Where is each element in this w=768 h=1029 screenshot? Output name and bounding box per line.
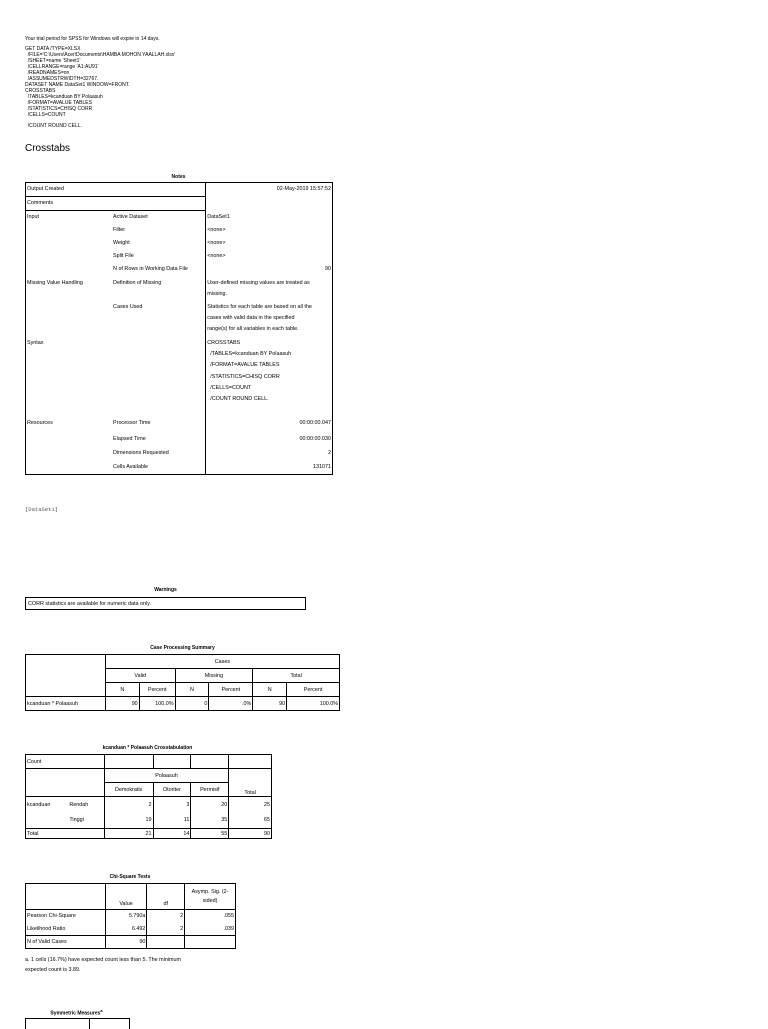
syntax-line: /CELLS=COUNT bbox=[25, 112, 66, 118]
notes-group-label: Output Created bbox=[26, 183, 113, 197]
chisq-df bbox=[147, 936, 185, 949]
crosstab-cell: 25 bbox=[264, 801, 270, 808]
case-summary-corner bbox=[26, 655, 106, 697]
syntax-line: GET DATA /TYPE=XLSX bbox=[25, 46, 81, 52]
notes-item-label bbox=[112, 337, 206, 417]
chisq-value: 90 bbox=[105, 936, 147, 949]
syntax-log bbox=[25, 46, 175, 129]
case-row-label: kcanduan * Polaasuh bbox=[26, 697, 106, 711]
crosstab-total-cell: 90 bbox=[229, 829, 272, 839]
notes-group-label: Syntax bbox=[27, 339, 44, 346]
chisq-sig bbox=[185, 936, 236, 949]
chisq-head-df: df bbox=[147, 884, 185, 910]
crosstab-total-head: Total bbox=[229, 769, 272, 797]
crosstab-total-cell: 55 bbox=[191, 829, 229, 839]
crosstab-table bbox=[25, 754, 272, 839]
case-value: 90 bbox=[253, 697, 287, 711]
notes-item-value: 90 bbox=[206, 263, 333, 277]
syntax-line: CROSSTABS bbox=[25, 88, 56, 94]
syntax-line: /CELLRANGE=range 'A1:AU91' bbox=[25, 64, 99, 70]
chisq-head-value: Value bbox=[105, 884, 147, 910]
case-group-header: Total bbox=[253, 669, 340, 683]
crosstab-cell: 35 bbox=[191, 813, 229, 829]
notes-item-label: Cases Used bbox=[113, 303, 143, 310]
crosstab-row-label: Rendah bbox=[68, 797, 104, 813]
notes-item-value: <none> bbox=[206, 224, 333, 237]
notes-item-label bbox=[112, 197, 206, 211]
notes-item-value: 00:00:00.047 bbox=[206, 417, 333, 433]
notes-group-label bbox=[26, 433, 113, 447]
chisq-footnote: a. 1 cells (16.7%) have expected count less than 5. The minimum expected count is 3.89. bbox=[25, 957, 182, 973]
crosstab-col-head: Otoriter bbox=[153, 783, 191, 797]
chisq-row-label: N of Valid Cases bbox=[26, 936, 106, 949]
case-group-header: Valid bbox=[105, 669, 175, 683]
notes-item-label: Processor Time bbox=[113, 419, 151, 426]
notes-item-value: CROSSTABS /TABLES=kcanduan BY Polaasuh /FORMAT=AVALUE TABLES /STATISTICS=CHISQ CORR /CELLS=COUNT /COUNT ROUND CELL. bbox=[206, 337, 333, 417]
notes-item-value: 131071 bbox=[206, 461, 333, 475]
crosstab-cell: 2 bbox=[104, 797, 153, 813]
section-title: Crosstabs bbox=[25, 143, 71, 154]
chisq-table bbox=[25, 883, 236, 949]
chisq-value: 5.790a bbox=[105, 910, 147, 923]
case-subheader: N bbox=[253, 683, 287, 697]
notes-item-label: Dimensions Requested bbox=[113, 449, 169, 456]
crosstab-total-cell: 14 bbox=[153, 829, 191, 839]
notes-item-value: 00:00:00.030 bbox=[206, 433, 333, 447]
notes-item-label: Active Dataset bbox=[113, 214, 148, 220]
case-subheader: Percent bbox=[209, 683, 253, 697]
notes-group-label bbox=[26, 237, 113, 250]
syntax-line: /COUNT ROUND CELL. bbox=[25, 123, 82, 129]
cases-header: Cases bbox=[105, 655, 339, 669]
case-value: 90 bbox=[105, 697, 139, 711]
crosstab-col-head: Demokratis bbox=[104, 783, 153, 797]
syntax-line: /ASSUMEDSTRWIDTH=32767. bbox=[25, 76, 99, 82]
notes-item-label: Weight bbox=[113, 239, 130, 246]
symmetric-caption: Symmetric Measures$^a$ bbox=[50, 1008, 103, 1017]
count-label: Count bbox=[26, 755, 105, 769]
notes-caption: Notes bbox=[171, 174, 186, 180]
notes-group-label bbox=[26, 250, 113, 263]
notes-item-label: Split File bbox=[113, 252, 134, 259]
chisq-row-label: Pearson Chi-Square bbox=[26, 910, 106, 923]
case-subheader: Percent bbox=[287, 683, 340, 697]
notes-item-label: Cells Available bbox=[113, 463, 149, 470]
notes-item-value bbox=[206, 197, 333, 211]
syntax-line: /TABLES=kcanduan BY Polaasuh bbox=[25, 94, 103, 100]
case-value: 100.0% bbox=[319, 700, 338, 707]
notes-group-label: Comments bbox=[26, 197, 113, 211]
polaasuh-header: Polaasuh bbox=[104, 769, 229, 783]
chisq-df: 2 bbox=[147, 910, 185, 923]
syntax-line: /STATISTICS=CHISQ CORR bbox=[25, 106, 93, 112]
notes-item-label bbox=[112, 183, 206, 197]
chisq-caption: Chi-Square Tests bbox=[109, 874, 151, 880]
crosstab-total-label: Total bbox=[26, 829, 69, 839]
dataset-label: [DataSet1] bbox=[25, 506, 59, 513]
crosstab-cell: 11 bbox=[153, 813, 191, 829]
notes-group-label bbox=[26, 447, 113, 461]
notes-item-value: 02-May-2019 15:57:52 bbox=[206, 183, 333, 197]
notes-item-value: Statistics for each table are based on all the cases with valid data in the specified range(s) for all variables in each table. bbox=[206, 301, 333, 337]
syntax-line: /FORMAT=AVALUE TABLES bbox=[25, 100, 92, 106]
case-subheader: N bbox=[175, 683, 209, 697]
warnings-text: CORR statistics are available for numeric data only. bbox=[25, 597, 306, 610]
syntax-line: /FILE='C:\Users\Acer\Documents\HAMBA MOHON YAALLAH.xlsx' bbox=[25, 52, 176, 58]
case-subheader: Percent bbox=[139, 683, 175, 697]
chisq-df: 2 bbox=[147, 923, 185, 936]
case-value: 100.0% bbox=[139, 697, 175, 711]
notes-table bbox=[25, 182, 333, 475]
notes-group-label bbox=[26, 461, 113, 475]
notes-group-label: Missing Value Handling bbox=[27, 279, 83, 286]
syntax-line: /SHEET=name 'Sheet1' bbox=[25, 58, 81, 64]
crosstab-cell: 20 bbox=[191, 797, 229, 813]
notes-item-label: Definition of Missing bbox=[113, 279, 162, 286]
case-value: .0% bbox=[209, 697, 253, 711]
case-subheader: N bbox=[105, 683, 139, 697]
notes-group-label: Resources bbox=[27, 419, 53, 426]
case-value: 0 bbox=[175, 697, 209, 711]
case-summary-caption: Case Processing Summary bbox=[150, 645, 215, 651]
crosstab-cell: 3 bbox=[153, 797, 191, 813]
chisq-value: 6.492 bbox=[105, 923, 147, 936]
crosstab-cell: 19 bbox=[104, 813, 153, 829]
crosstab-caption: kcanduan * Polaasuh Crosstabulation bbox=[102, 745, 193, 751]
crosstab-row-var: kcanduan bbox=[27, 801, 51, 808]
chisq-sig: .055 bbox=[223, 913, 234, 920]
chisq-row-label: Likelihood Ratio bbox=[26, 923, 106, 936]
notes-group-label: Input bbox=[27, 214, 39, 220]
notes-item-value: <none> bbox=[206, 250, 333, 263]
notes-item-label: Elapsed Time bbox=[113, 435, 146, 442]
chisq-head-sig: Asymp. Sig. (2- sided) bbox=[191, 888, 229, 904]
notes-item-label: N of Rows in Working Data File bbox=[113, 265, 188, 272]
notes-item-value: 2 bbox=[206, 447, 333, 461]
notes-group-label bbox=[26, 224, 113, 237]
warnings-caption: Warnings bbox=[154, 587, 177, 593]
case-summary-table bbox=[25, 654, 340, 711]
crosstab-col-head: Permisif bbox=[191, 783, 229, 797]
notes-item-value: DataSet1 bbox=[206, 211, 333, 224]
syntax-line: DATASET NAME DataSet1 WINDOW=FRONT. bbox=[25, 82, 130, 88]
notes-item-value: User-defined missing values are treated as missing. bbox=[206, 277, 333, 301]
crosstab-row-label: Tinggi bbox=[68, 813, 104, 829]
case-group-header: Missing bbox=[175, 669, 253, 683]
syntax-line: /READNAMES=on bbox=[25, 70, 70, 76]
trial-notice: Your trial period for SPSS for Windows will expire in 14 days. bbox=[25, 36, 160, 42]
notes-group-label bbox=[26, 263, 113, 277]
notes-item-label: Filter bbox=[113, 226, 126, 233]
crosstab-cell: 65 bbox=[264, 817, 270, 824]
chisq-sig: .039 bbox=[223, 925, 234, 932]
crosstab-total-cell: 21 bbox=[104, 829, 153, 839]
notes-item-value: <none> bbox=[206, 237, 333, 250]
notes-group-label bbox=[26, 301, 113, 337]
